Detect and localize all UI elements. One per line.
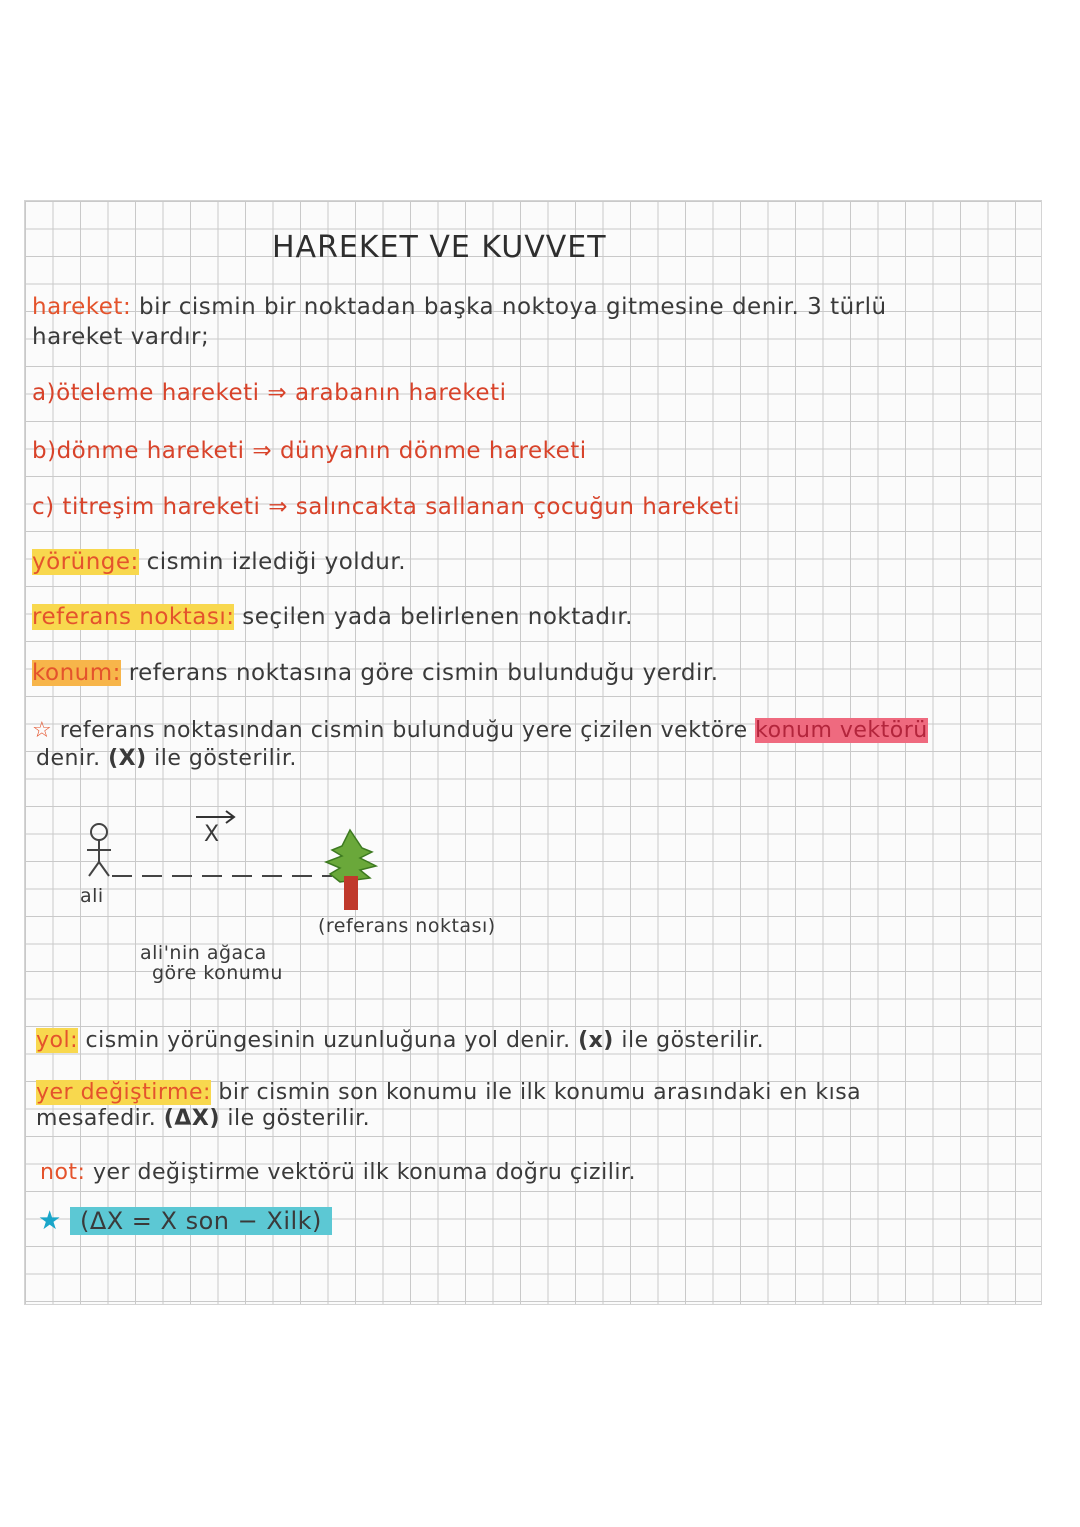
referans-text: seçilen yada belirlenen noktadır. bbox=[242, 604, 633, 630]
yorunge-text: cismin izlediği yoldur. bbox=[146, 549, 407, 575]
yol-symbol: (x) bbox=[578, 1028, 614, 1053]
konum-text: referans noktasına göre cismin bulunduğu yerdir. bbox=[128, 660, 719, 686]
yol-line bbox=[36, 1028, 764, 1053]
yol-term: yol: bbox=[36, 1028, 79, 1053]
konum-term: konum: bbox=[32, 660, 121, 686]
star-filled-icon: ★ bbox=[38, 1206, 62, 1236]
type-a-example: arabanın hareketi bbox=[294, 380, 507, 406]
formula-line bbox=[38, 1206, 332, 1236]
position-caption-2: göre konumu bbox=[152, 962, 283, 984]
yorunge-term: yörünge: bbox=[32, 549, 139, 575]
formula-text: (ΔX = X son − Xilk) bbox=[70, 1207, 332, 1235]
type-c-example: salıncakta sallanan çocuğun hareketi bbox=[295, 494, 741, 520]
note-text: yer değiştirme vektörü ilk konuma doğru çizilir. bbox=[92, 1160, 636, 1185]
note-term: not: bbox=[40, 1160, 86, 1185]
ali-label: ali bbox=[80, 885, 104, 907]
note-line bbox=[40, 1160, 636, 1185]
yer-degistirme-text: bir cismin son konumu ile ilk konumu arasındaki en kısa bbox=[218, 1080, 862, 1105]
hareket-text-2: hareket vardır; bbox=[32, 324, 210, 350]
type-b-example: dünyanın dönme hareketi bbox=[279, 438, 587, 464]
type-a-label: a)öteleme hareketi bbox=[32, 380, 260, 406]
arrow-icon: ⇒ bbox=[268, 494, 288, 520]
page-title: HAREKET VE KUVVET bbox=[272, 230, 607, 265]
tree-icon bbox=[326, 830, 376, 910]
vector-x-label: X bbox=[204, 822, 220, 847]
yer-degistirme-term: yer değiştirme: bbox=[36, 1080, 211, 1105]
type-c-label: c) titreşim hareketi bbox=[32, 494, 261, 520]
konum-vektoru-highlight: konum vektörü bbox=[755, 718, 928, 743]
star-note-text-2: denir. bbox=[36, 746, 101, 771]
referans-term: referans noktası: bbox=[32, 604, 235, 630]
yer-degistirme-text-2: mesafedir. bbox=[36, 1106, 157, 1131]
yer-degistirme-text-3: ile gösterilir. bbox=[227, 1106, 371, 1131]
hareket-term: hareket: bbox=[32, 294, 132, 320]
konum-symbol: (X) bbox=[108, 746, 147, 771]
star-note-text-3: ile gösterilir. bbox=[154, 746, 297, 771]
referans-caption: (referans noktası) bbox=[318, 915, 496, 937]
star-note-text: referans noktasından cismin bulunduğu yere çizilen vektöre bbox=[59, 718, 748, 743]
person-icon bbox=[87, 824, 111, 876]
star-outline-icon: ☆ bbox=[32, 718, 53, 743]
position-caption-1: ali'nin ağaca bbox=[140, 942, 267, 964]
hareket-text: bir cismin bir noktadan başka noktoya gitmesine denir. 3 türlü bbox=[139, 294, 887, 320]
yer-degistirme-symbol: (ΔX) bbox=[163, 1106, 220, 1131]
yer-degistirme-line bbox=[36, 1080, 861, 1105]
arrow-icon: ⇒ bbox=[252, 438, 273, 464]
yol-text-2: ile gösterilir. bbox=[621, 1028, 765, 1053]
arrow-icon: ⇒ bbox=[267, 380, 288, 406]
yol-text: cismin yörüngesinin uzunluğuna yol denir. bbox=[85, 1028, 571, 1053]
yer-degistirme-line-2 bbox=[36, 1106, 370, 1131]
type-b-label: b)dönme hareketi bbox=[32, 438, 245, 464]
